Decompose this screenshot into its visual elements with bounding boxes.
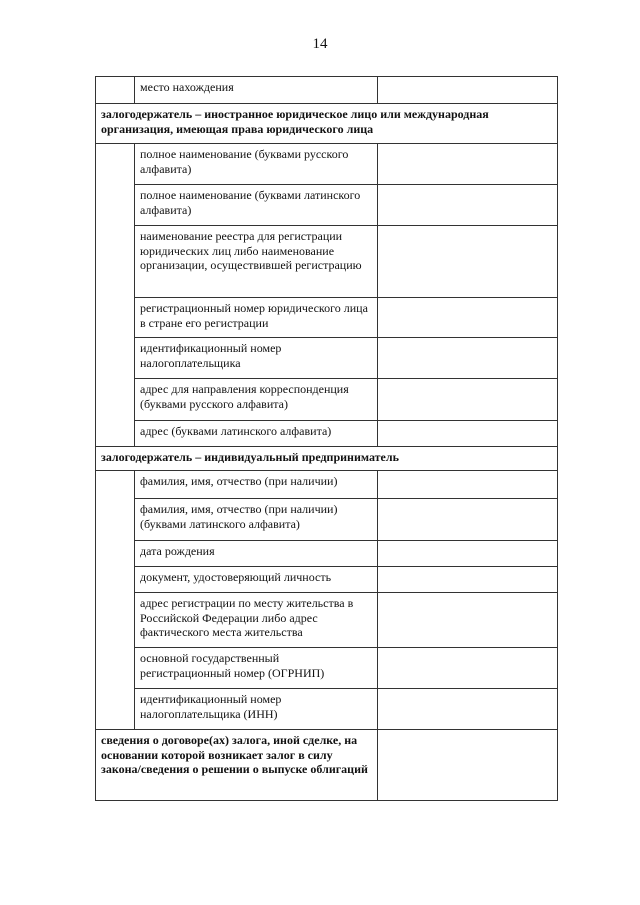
table-row xyxy=(96,567,558,593)
page-number: 14 xyxy=(312,36,328,52)
field-value xyxy=(378,689,558,730)
field-label: идентификационный номер налогоплательщика xyxy=(135,338,378,379)
field-value xyxy=(378,226,558,298)
table-row xyxy=(96,379,558,421)
section-header xyxy=(96,447,558,471)
field-label: фамилия, имя, отчество (при наличии) xyxy=(135,471,378,499)
field-label: место нахождения xyxy=(135,77,378,104)
indent-cell xyxy=(96,77,135,104)
table-row xyxy=(96,226,558,298)
field-value xyxy=(378,338,558,379)
field-value xyxy=(378,77,558,104)
field-value xyxy=(378,593,558,648)
field-value xyxy=(378,499,558,541)
field-value xyxy=(378,567,558,593)
field-label: регистрационный номер юридического лица в стране его регистрации xyxy=(135,298,378,338)
field-label: полное наименование (буквами латинского алфавита) xyxy=(135,185,378,226)
indent-cell xyxy=(96,144,135,447)
field-label: полное наименование (буквами русского алфавита) xyxy=(135,144,378,185)
field-label: документ, удостоверяющий личность xyxy=(135,567,378,593)
form-table xyxy=(95,76,558,801)
field-label: адрес (буквами латинского алфавита) xyxy=(135,421,378,447)
field-label: адрес для направления корреспонденция (буквами русского алфавита) xyxy=(135,379,378,421)
table-row xyxy=(96,593,558,648)
table-row xyxy=(96,421,558,447)
field-label: фамилия, имя, отчество (при наличии) (буквами латинского алфавита) xyxy=(135,499,378,541)
indent-cell xyxy=(96,471,135,730)
field-label: адрес регистрации по месту жительства в Российской Федерации либо адрес фактического места жительства xyxy=(135,593,378,648)
table-row xyxy=(96,144,558,185)
section-title: залогодержатель – индивидуальный предприниматель xyxy=(96,447,558,471)
section-header xyxy=(96,104,558,144)
table-row xyxy=(96,730,558,801)
field-label: основной государственный регистрационный номер (ОГРНИП) xyxy=(135,648,378,689)
field-label: сведения о договоре(ах) залога, иной сделке, на основании которой возникает залог в силу закона/сведения о решении о выпуске облигаций xyxy=(96,730,378,801)
field-value xyxy=(378,648,558,689)
table-row xyxy=(96,648,558,689)
field-label: идентификационный номер налогоплательщика (ИНН) xyxy=(135,689,378,730)
table-row xyxy=(96,689,558,730)
field-value xyxy=(378,144,558,185)
field-value xyxy=(378,541,558,567)
table-row xyxy=(96,499,558,541)
table-row xyxy=(96,338,558,379)
table-row xyxy=(96,77,558,104)
field-label: дата рождения xyxy=(135,541,378,567)
field-label: наименование реестра для регистрации юридических лиц либо наименование организации, осуществившей регистрацию xyxy=(135,226,378,298)
table-row xyxy=(96,541,558,567)
section-title: залогодержатель – иностранное юридическое лицо или международная организация, имеющая права юридического лица xyxy=(96,104,558,144)
field-value xyxy=(378,379,558,421)
table-row xyxy=(96,298,558,338)
table-row xyxy=(96,471,558,499)
field-value xyxy=(378,730,558,801)
field-value xyxy=(378,421,558,447)
field-value xyxy=(378,298,558,338)
field-value xyxy=(378,471,558,499)
table-row xyxy=(96,185,558,226)
field-value xyxy=(378,185,558,226)
